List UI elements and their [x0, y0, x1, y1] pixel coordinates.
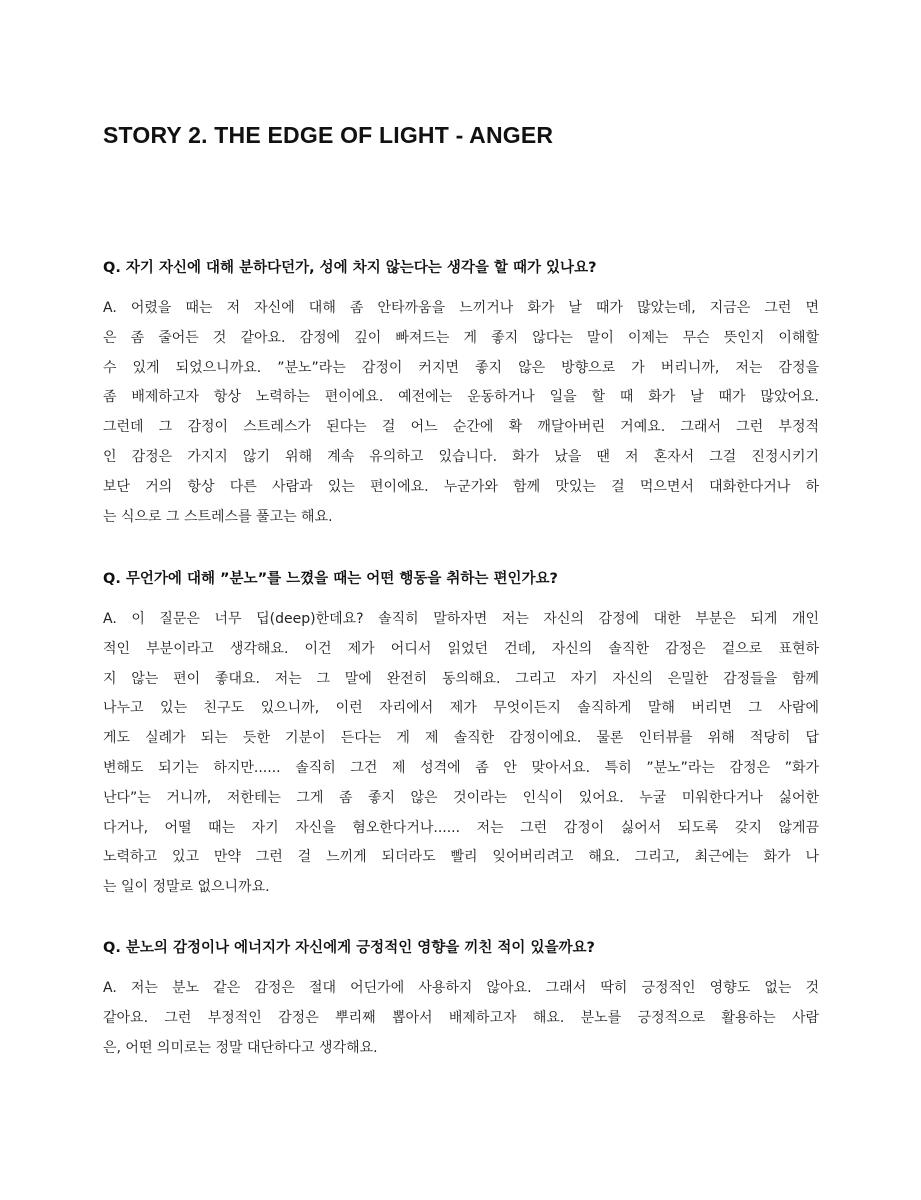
page-title: STORY 2. THE EDGE OF LIGHT - ANGER	[103, 122, 554, 148]
answer-line: 같아요. 그런 부정적인 감정은 뿌리째 뽑아서 배제하고자 해요. 분노를 긍정적으로 활용하는 사람	[103, 1009, 819, 1026]
answer-line: 는 식으로 그 스트레스를 풀고는 해요.	[103, 508, 333, 525]
question-1: Q. 자기 자신에 대해 분하다던가, 성에 차지 않는다는 생각을 할 때가 있나요?	[103, 260, 597, 276]
question-3: Q. 분노의 감정이나 에너지가 자신에게 긍정적인 영향을 끼친 적이 있을까요?	[103, 940, 595, 956]
answer-line: 수 있게 되었으니까요. ”분노”라는 감정이 커지면 좋지 않은 방향으로 가 버리니까, 저는 감정을	[103, 359, 819, 376]
answer-line: A. 저는 분노 같은 감정은 절대 어딘가에 사용하지 않아요. 그래서 딱히 긍정적인 영향도 없는 것	[103, 980, 819, 996]
answer-line: 그런데 그 감정이 스트레스가 된다는 걸 어느 순간에 확 깨달아버린 거예요. 그래서 그런 부정적	[103, 419, 819, 436]
qa-section-2	[103, 569, 819, 903]
answer-line: 보단 거의 항상 다른 사람과 있는 편이에요. 누군가와 함께 맛있는 걸 먹으면서 대화한다거나 하	[103, 478, 819, 495]
answer-line: 나누고 있는 친구도 있으니까, 이런 자리에서 제가 무엇이든지 솔직하게 말해 버리면 그 사람에	[103, 700, 819, 717]
answer-line: 지 않는 편이 좋대요. 저는 그 말에 완전히 동의해요. 그리고 자기 자신의 은밀한 감정들을 함께	[103, 670, 819, 687]
answer-line: 좀 배제하고자 항상 노력하는 편이에요. 예전에는 운동하거나 일을 할 때 화가 날 때가 많았어요.	[103, 389, 819, 406]
answer-3	[103, 974, 819, 1063]
answer-line: A. 어렸을 때는 저 자신에 대해 좀 안타까움을 느끼거나 화가 날 때가 많았는데, 지금은 그런 면	[103, 300, 819, 316]
answer-line: 노력하고 있고 만약 그런 걸 느끼게 되더라도 빨리 잊어버리려고 해요. 그리고, 최근에는 화가 나	[103, 849, 819, 866]
answer-line: 은, 어떤 의미로는 정말 대단하다고 생각해요.	[103, 1039, 378, 1056]
answer-line: 난다”는 거니까, 저한테는 그게 좀 좋지 않은 것이라는 인식이 있어요. 누굴 미워한다거나 싫어한	[103, 789, 819, 806]
answer-line: 은 좀 줄어든 것 같아요. 감정에 깊이 빠져드는 게 좋지 않다는 말이 이제는 무슨 뜻인지 이해할	[103, 329, 819, 346]
question-2: Q. 무언가에 대해 ”분노”를 느꼈을 때는 어떤 행동을 취하는 편인가요?	[103, 571, 558, 587]
answer-line: 다거나, 어떨 때는 자기 자신을 혐오한다거나...... 저는 그런 감정이 싫어서 되도록 갖지 않게끔	[103, 819, 819, 836]
qa-section-3	[103, 938, 819, 1063]
answer-line: 적인 부분이라고 생각해요. 이건 제가 어디서 읽었던 건데, 자신의 솔직한 감정은 겉으로 표현하	[103, 640, 819, 657]
answer-line: 인 감정은 가지지 않기 위해 계속 유의하고 있습니다. 화가 났을 땐 저 혼자서 그걸 진정시키기	[103, 448, 819, 465]
answer-line: A. 이 질문은 너무 딥(deep)한데요? 솔직히 말하자면 저는 자신의 감정에 대한 부분은 되게 개인	[103, 611, 819, 627]
answer-line: 변해도 되기는 하지만...... 솔직히 그건 제 성격에 좀 안 맞아서요. 특히 ”분노”라는 감정은 ”화가	[103, 759, 819, 776]
qa-section-1	[103, 258, 819, 532]
answer-line: 는 일이 정말로 없으니까요.	[103, 879, 270, 896]
answer-line: 게도 실례가 되는 듯한 기분이 든다는 게 제 솔직한 감정이에요. 물론 인터뷰를 위해 적당히 답	[103, 730, 819, 747]
answer-2	[103, 605, 819, 903]
answer-1	[103, 294, 819, 532]
